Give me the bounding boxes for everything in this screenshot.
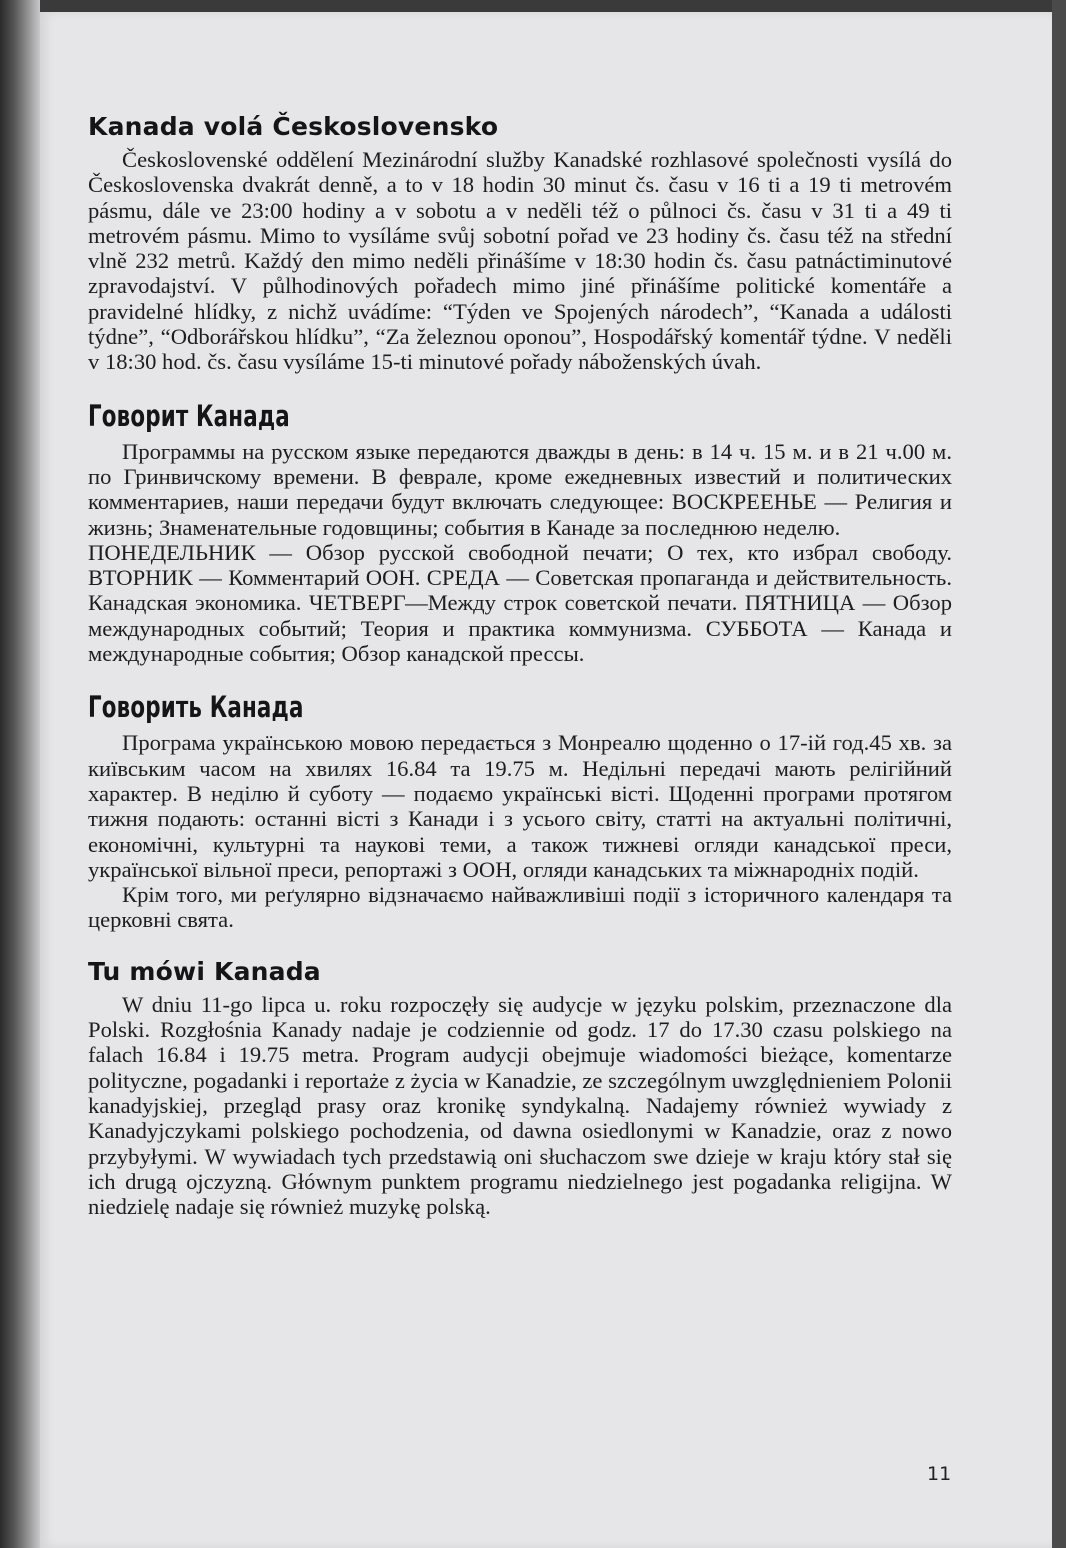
- section-paragraph: Československé oddělení Mezinárodní služby Kanadské rozhlasové společnosti vysílá do Československa dvakrát denně, a to v 18 hodin 30 minut čs. času v 16 ti a 19 ti metrovém pásmu, dále ve 23:00 hodiny a v sobotu a v neděli též o půlnoci čs. času v 31 ti a 49 ti metrovém pásmu. Mimo to vysíláme svůj sobotní pořad ve 23 hodiny čs. času též na střední vlně 232 metrů. Každý den mimo neděli přinášíme v 18:30 hodin čs. času patnáctiminutové zpravodajství. V půlhodinových pořadech mimo jiné přinášíme politické komentáře a pravidelné hlídky, z nichž uvádíme: “Týden ve Spojených národech”, “Kanada a události týdne”, “Odborářskou hlídku”, “Za železnou oponou”, Hospodářský komentář týdne. V neděli v 18:30 hod. čs. času vysíláme 15-ti minutové pořady náboženských úvah.: [88, 147, 952, 375]
- section-heading-russian: Говорит Канада: [88, 398, 290, 433]
- page-number: 11: [927, 1463, 952, 1485]
- scan-edge: [1052, 0, 1066, 1548]
- section-czechoslovak: [88, 112, 952, 375]
- section-paragraph: Крім того, ми реґулярно відзначаємо найважливіші події з історичного календаря та церковні свята.: [88, 882, 952, 933]
- section-paragraph: ПОНЕДЕЛЬНИК — Обзор русской свободной печати; О тех, кто избрал свободу. ВТОРНИК — Комментарий ООН. СРЕДА — Советская пропаганда и действительность. Канадская экономика. ЧЕТВЕРГ—Между строк советской печати. ПЯТНИЦА — Обзор международных событий; Теория и практика коммунизма. СУББОТА — Канада и международные события; Обзор канадской прессы.: [88, 539, 952, 667]
- section-ukrainian: [88, 690, 952, 932]
- section-heading-czech: Kanada volá Československo: [88, 112, 499, 141]
- section-heading-polish: Tu mówi Kanada: [88, 956, 321, 986]
- page-content: [88, 112, 952, 1243]
- section-heading-ukrainian: Говорить Канада: [88, 690, 304, 725]
- section-paragraph: W dniu 11-go lipca u. roku rozpoczęły się audycje w języku polskim, przeznaczone dla Polski. Rozgłośnia Kanady nadaje je codziennie od godz. 17 do 17.30 czasu polskiego na falach 16.84 i 19.75 metra. Program audycji obejmuje wiadomości bieżące, komentarze polityczne, pogadanki i reportaże z życia w Kanadzie, ze szczególnym uwzględnieniem Polonii kanadyjskiej, przegląd prasy oraz kronikę syndykalną. Nadajemy również wywiady z Kanadyjczykami polskiego pochodzenia, od dawna osiedlonymi w Kanadzie, oraz z nowo przybyłymi. W wywiadach tych przedstawią oni słuchaczom swe dzieje w kraju który stał się ich drugą ojczyzną. Głównym punktem programu niedzielnego jest pogadanka religijna. W niedzielę nadaje się również muzykę polską.: [88, 991, 952, 1220]
- section-russian: [88, 399, 952, 667]
- section-paragraph: Программы на русском языке передаются дважды в день: в 14 ч. 15 м. и в 21 ч.00 м. по Гринвичскому времени. В феврале, кроме ежедневных известий и политических комментариев, наши передачи будут включать следующее: ВОСКРЕЕНЬЕ — Религия и жизнь; Знаменательные годовщины; события в Канаде за последнюю неделю.: [88, 438, 952, 540]
- book-gutter: [0, 0, 40, 1548]
- section-paragraph: Програма українською мовою передається з Монреалю щоденно о 17-ій год.45 хв. за київським часом на хвилях 16.84 та 19.75 м. Недільні передачі мають релігійний характер. В неділю й суботу — подаємо українські вісті. Щоденні програми протягом тижня подають: останні вісті з Канади і з усього світу, статті на актуальні політичні, економічні, культурні та наукові теми, а також тижневі огляди канадської преси, української вільної преси, репортажі з ООН, огляди канадських та міжнародніх подій.: [88, 730, 952, 882]
- section-polish: [88, 957, 952, 1220]
